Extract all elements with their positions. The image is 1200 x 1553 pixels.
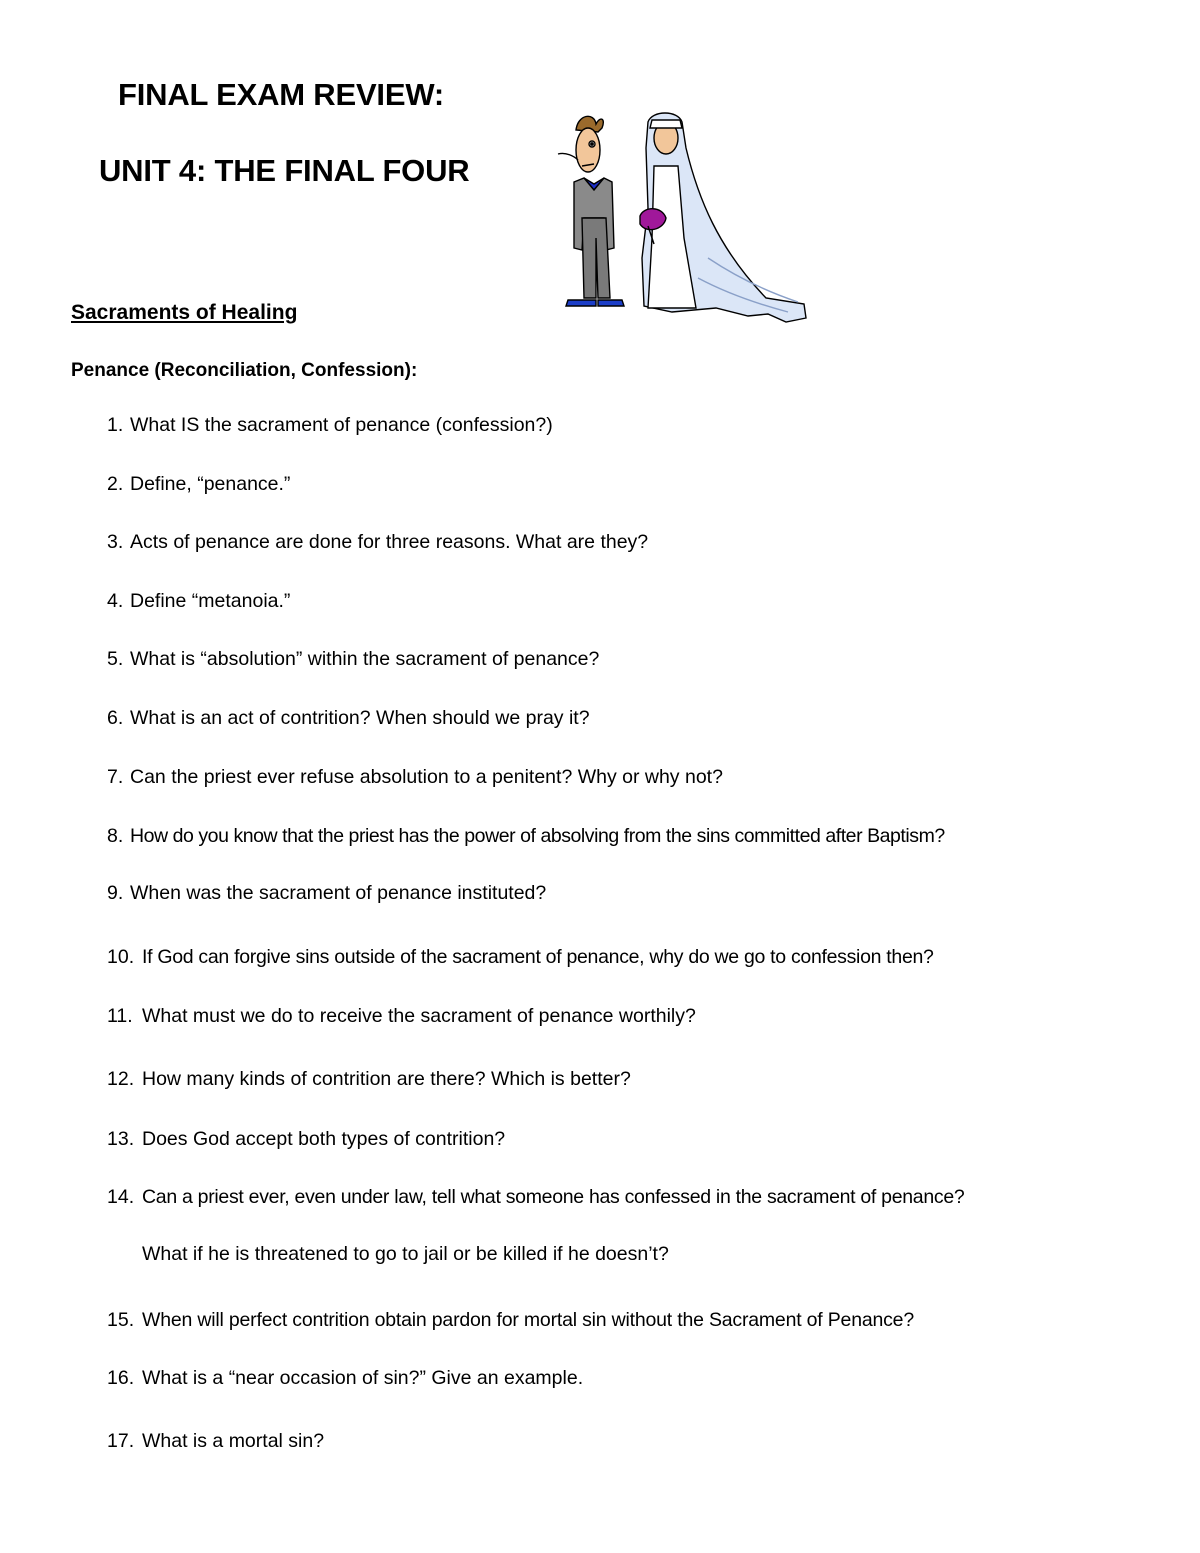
question-number: 3.: [107, 531, 124, 553]
question-number: 12.: [107, 1068, 135, 1090]
question-item: [107, 1367, 583, 1390]
question-text: What must we do to receive the sacrament of penance worthily?: [142, 1005, 696, 1027]
question-item: [107, 648, 599, 671]
question-number: 6.: [107, 707, 124, 729]
question-number: 14.: [107, 1186, 135, 1208]
question-text: When was the sacrament of penance instituted?: [130, 882, 547, 904]
question-text: Define, “penance.”: [130, 473, 291, 495]
question-item: [107, 946, 934, 969]
question-text: How many kinds of contrition are there? Which is better?: [142, 1068, 631, 1090]
groom-figure: [558, 116, 624, 306]
question-item: [107, 1430, 324, 1453]
question-number: 9.: [107, 882, 124, 904]
question-number: 11.: [107, 1005, 133, 1027]
question-number: 13.: [107, 1128, 135, 1150]
question-item: [107, 1309, 914, 1332]
question-number: 15.: [107, 1309, 135, 1331]
bride-and-groom-clipart-icon: [548, 108, 812, 326]
question-text: What is “absolution” within the sacrament of penance?: [130, 648, 600, 670]
question-text: How do you know that the priest has the power of absolving from the sins committed after Baptism?: [130, 825, 945, 847]
question-item: [107, 473, 290, 496]
question-text: Can a priest ever, even under law, tell what someone has confessed in the sacrament of penance?: [142, 1186, 965, 1208]
page-title: FINAL EXAM REVIEW:: [118, 77, 444, 112]
question-text: Can the priest ever refuse absolution to a penitent? Why or why not?: [130, 766, 723, 788]
question-item: [107, 1068, 631, 1091]
question-text: What IS the sacrament of penance (confession?): [130, 414, 553, 436]
question-text: When will perfect contrition obtain pardon for mortal sin without the Sacrament of Penance?: [142, 1309, 914, 1331]
question-item: [107, 766, 723, 789]
question-item: [107, 825, 945, 848]
question-number: 2.: [107, 473, 124, 495]
question-number: 16.: [107, 1367, 135, 1389]
question-text: Define “metanoia.”: [130, 590, 291, 612]
question-text: What is a mortal sin?: [142, 1430, 325, 1452]
question-item: [107, 882, 546, 905]
question-item: [107, 531, 648, 554]
section-heading: Sacraments of Healing: [71, 301, 298, 324]
question-number: 17.: [107, 1430, 135, 1452]
bride-figure: [640, 113, 806, 322]
question-item: [107, 1005, 696, 1028]
question-number: 4.: [107, 590, 124, 612]
question-number: 8.: [107, 825, 124, 847]
question-text: What if he is threatened to go to jail or be killed if he doesn’t?: [142, 1243, 669, 1265]
question-item: [107, 1128, 505, 1151]
question-number: 5.: [107, 648, 124, 670]
question-item: [107, 590, 290, 613]
question-item: [107, 1186, 964, 1209]
question-text: If God can forgive sins outside of the sacrament of penance, why do we go to confession then?: [142, 946, 934, 968]
question-text: What is an act of contrition? When should we pray it?: [130, 707, 590, 729]
question-text: What is a “near occasion of sin?” Give an example.: [142, 1367, 584, 1389]
question-text: Acts of penance are done for three reasons. What are they?: [130, 531, 649, 553]
question-item: [107, 707, 590, 730]
question-item: [107, 414, 553, 437]
section-subheading: Penance (Reconciliation, Confession):: [71, 360, 418, 381]
page-subtitle: UNIT 4: THE FINAL FOUR: [99, 153, 470, 188]
question-number: 10.: [107, 946, 135, 968]
question-text: Does God accept both types of contrition?: [142, 1128, 506, 1150]
question-number: 7.: [107, 766, 124, 788]
question-continuation: [142, 1243, 669, 1266]
question-number: 1.: [107, 414, 124, 436]
